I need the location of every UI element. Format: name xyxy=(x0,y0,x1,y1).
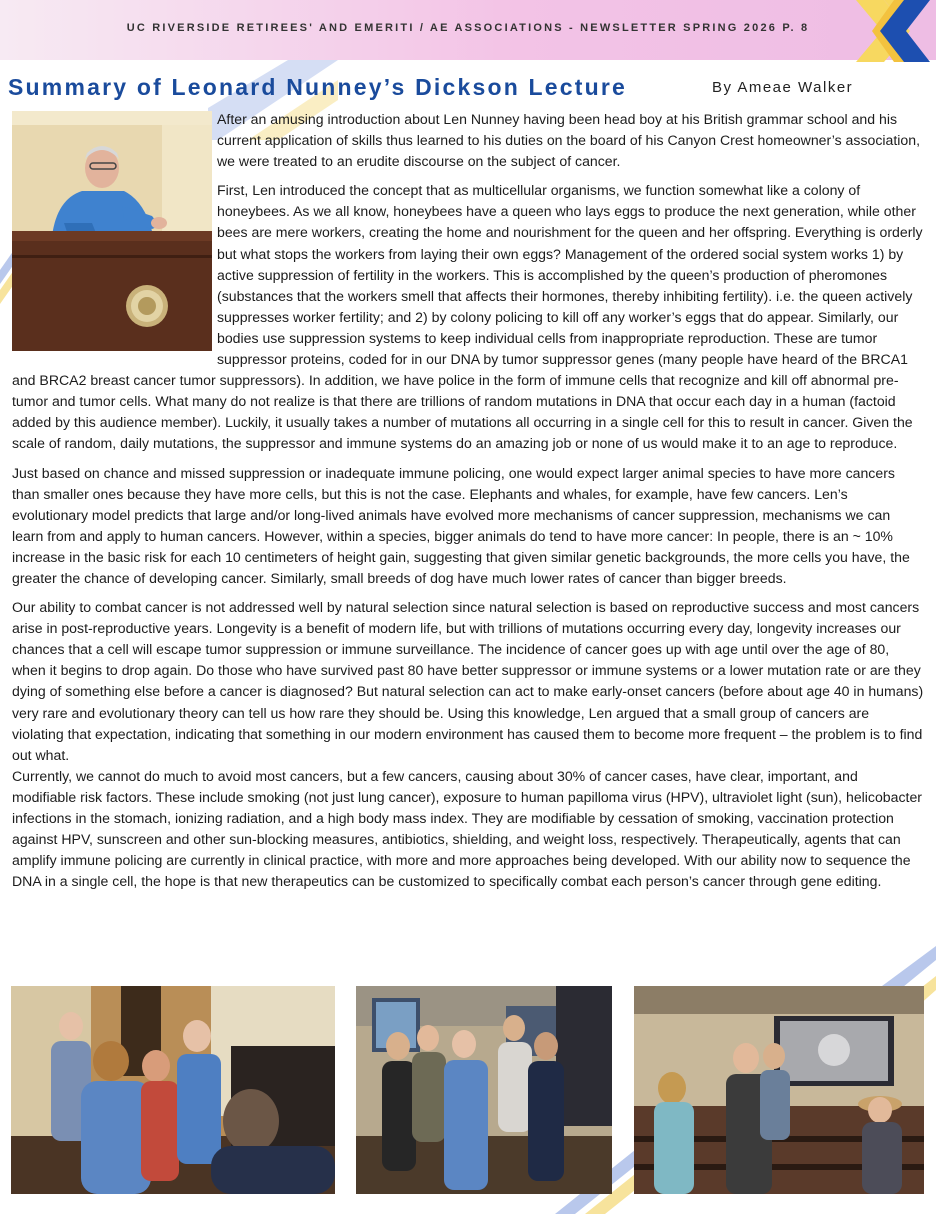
event-photo-lecture-hall xyxy=(634,986,924,1194)
image-wrap-space xyxy=(12,109,217,365)
newsletter-header xyxy=(0,0,936,60)
event-photo-reception xyxy=(11,986,335,1194)
event-photo-mingling xyxy=(356,986,612,1194)
running-title: UC RIVERSIDE RETIREES' AND EMERITI / AE ASSOCIATIONS - NEWSLETTER SPRING 2026 P. 8 xyxy=(126,22,810,34)
article-body xyxy=(12,109,924,900)
article-title: Summary of Leonard Nunney’s Dickson Lecture xyxy=(8,74,628,100)
paragraph-intro: After an amusing introduction about Len Nunney having been head boy at his British grammar school and his current application of skills thus learned to his duties on the board of his Canyon Crest homeowner’s association, we were treated to an erudite discourse on the subject of cancer. xyxy=(217,111,920,170)
chevron-logo-icon xyxy=(838,0,936,64)
paragraph-natural-selection: Our ability to combat cancer is not addressed well by natural selection since natural selection is based on reproductive success and most cancers arise in post-reproductive years. Longevity is a benefit of modern life, but with trillions of mutations occurring every day, longevity increases our chances that a cell will escape tumor suppression or immune surveillance. The incidence of cancer goes up with age until over the age of 80, when it begins to drop again. Do those who have survived past 80 have better suppressor or immune systems or a lower mutation rate or are they dying of something else before a cancer is diagnosed? But natural selection can act to make early-onset cancers (before about age 40 in humans) very rare and evolutionary theory can tell us how rare they should be. Using this knowledge, Len argued that a small group of cancers are violating that expectation, indicating that something in our modern environment has caused them to become more frequent – the problem is to find out what. xyxy=(12,599,924,763)
paragraph-honeybees: First, Len introduced the concept that as multicellular organisms, we function somewhat like a colony of honeybees. As we all know, honeybees have a queen who lays eggs to produce the next generation, while other bees are mere workers, creating the home and nourishment for the queen and her offspring. Everything is orderly but what stops the workers from laying their own eggs? Management of the ordered social system works 1) by active suppression of fertility in the workers. This is accomplished by the queen’s production of pheromones (substances that the workers smell that affects their hormones, thereby inhibiting fertility). i.e. the queen actively suppresses worker fertility; and 2) by colony policing to kill off any worker’s eggs that do appear. Similarly, our bodies use suppression systems to keep individual cells from inappropriate reproduction. These are tumor suppressor proteins, coded for in our DNA by tumor suppressor genes (many people have heard of the BRCA1 and BRCA2 breast cancer tumor suppressors). In addition, we have police in the form of immune cells that recognize and kill off abnormal pre-tumor and tumor cells. What many do not realize is that there are trillions of random mutations in DNA that occur each day in a human (factoid added by this audience member). Luckily, it usually takes a number of mutations all occurring in a single cell for this to result in cancer. Given the scale of random, daily mutations, the suppressor and immune systems do an amazing job or none of us would make it to an age to reproduce. xyxy=(12,182,923,452)
paragraph-species-size: Just based on chance and missed suppression or inadequate immune policing, one would expect larger animal species to have more cancers than smaller ones because they have more cells, but this is not the case. Elephants and whales, for example, have few cancers. Len’s evolutionary model predicts that large and/or long-lived animals have evolved more mechanisms of cancer suppression, mechanisms we can learn from and apply to human cancers. However, within a species, bigger animals do tend to have more cancer: In people, there is an ~ 10% increase in the basic risk for each 10 centimeters of height gain, suggesting that given similar genetic backgrounds, the more cells you have, the greater the chance of developing cancer. Similarly, small breeds of dog have much lower rates of cancer than bigger breeds. xyxy=(12,464,910,586)
paragraph-risk-factors: Currently, we cannot do much to avoid most cancers, but a few cancers, causing about 30% of cancer cases, have clear, important, and modifiable risk factors. These include smoking (not just lung cancer), exposure to human papilloma virus (HPV), ultraviolet light (sun), helicobacter infections in the stomach, ionizing radiation, and a high body mass index. They are modifiable by cessation of smoking, vaccination protection against HPV, sunscreen and other sun-blocking measures, antibiotics, shielding, and weight loss, respectively. Therapeutically, agents that can amplify immune policing are currently in clinical practice, with more and more approaches being developed. With our ability now to sequence the DNA in a single cell, the hope is that new therapeutics can be customized to specifically combat each person’s cancer through gene editing. xyxy=(12,767,922,890)
article-byline: By Ameae Walker xyxy=(712,79,854,96)
